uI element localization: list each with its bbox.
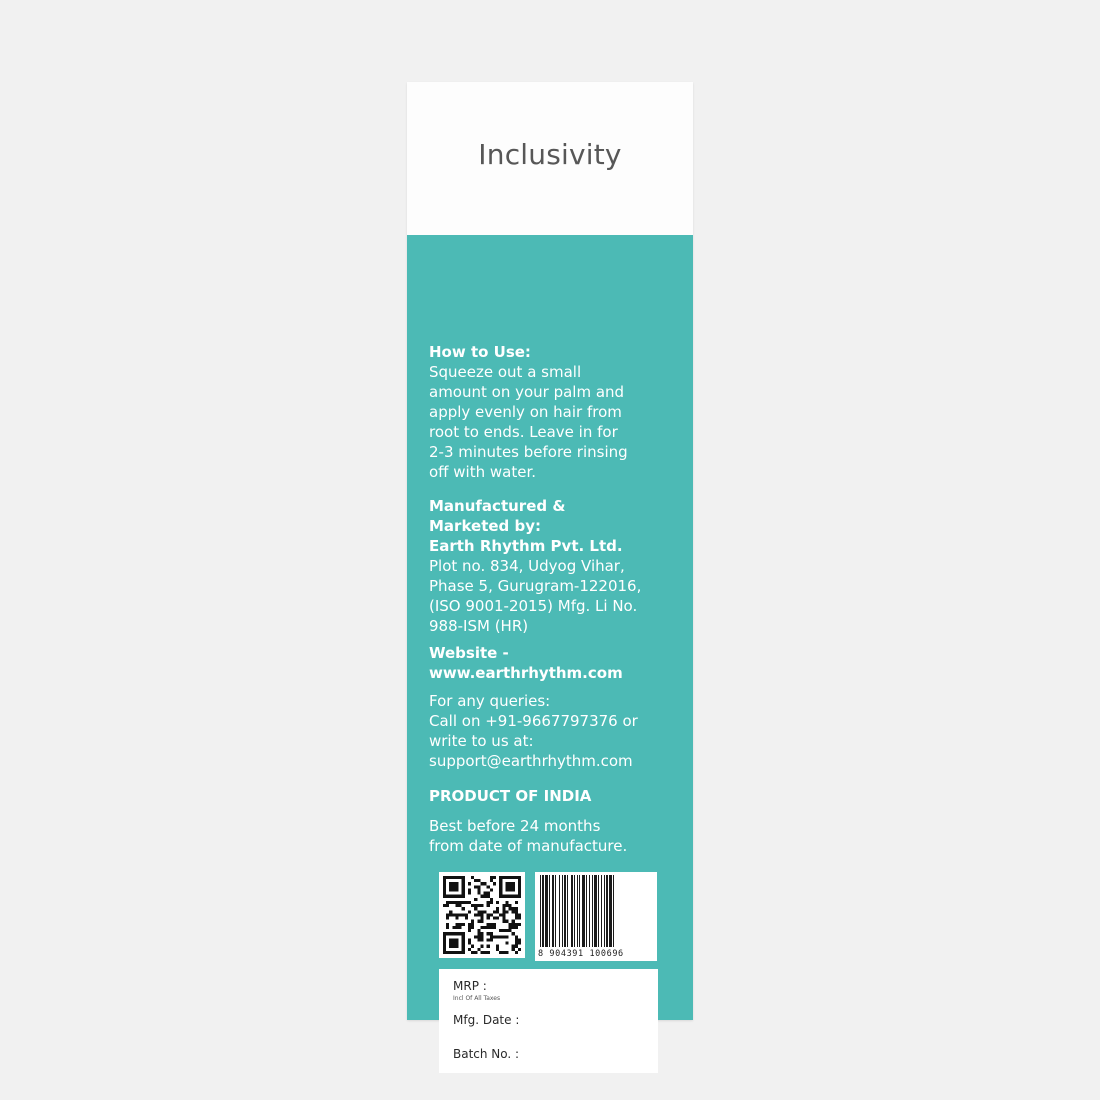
product-title: Inclusivity <box>478 138 622 171</box>
mfg-date-label: Mfg. Date : <box>453 1013 520 1027</box>
manufacturer-heading: Manufactured & <box>429 497 566 515</box>
how-to-use-line: amount on your palm and <box>429 383 625 401</box>
queries-line: write to us at: <box>429 732 534 750</box>
website-label: Website - <box>429 644 509 662</box>
mrp-note: Incl Of All Taxes <box>453 995 501 1002</box>
box-top-panel <box>407 82 693 235</box>
how-to-use-line: 2-3 minutes before rinsing <box>429 443 628 461</box>
how-to-use-line: off with water. <box>429 463 536 481</box>
how-to-use-heading: How to Use: <box>429 343 531 361</box>
info-panel <box>407 235 693 1061</box>
manufacturer-address-line: Phase 5, Gurugram-122016, <box>429 577 642 595</box>
qr-code-icon <box>439 872 525 958</box>
price-label-box <box>439 969 658 1073</box>
manufacturer-heading: Marketed by: <box>429 517 542 535</box>
best-before-line: from date of manufacture. <box>429 837 628 855</box>
queries-email: support@earthrhythm.com <box>429 752 633 770</box>
manufacturer-address-line: 988-ISM (HR) <box>429 617 529 635</box>
mrp-label: MRP : <box>453 979 487 993</box>
manufacturer-address-line: Plot no. 834, Udyog Vihar, <box>429 557 625 575</box>
product-box <box>407 82 693 1061</box>
manufacturer-address-line: (ISO 9001-2015) Mfg. Li No. <box>429 597 638 615</box>
barcode-icon <box>535 872 657 961</box>
barcode-digits: 8 904391 100696 <box>538 949 624 959</box>
how-to-use-line: root to ends. Leave in for <box>429 423 618 441</box>
batch-number-label: Batch No. : <box>453 1047 520 1061</box>
best-before-line: Best before 24 months <box>429 817 601 835</box>
origin-label: PRODUCT OF INDIA <box>429 787 592 805</box>
manufacturer-name: Earth Rhythm Pvt. Ltd. <box>429 537 623 555</box>
queries-line: Call on +91-9667797376 or <box>429 712 638 730</box>
website-url: www.earthrhythm.com <box>429 664 623 682</box>
how-to-use-line: apply evenly on hair from <box>429 403 622 421</box>
how-to-use-line: Squeeze out a small <box>429 363 582 381</box>
queries-line: For any queries: <box>429 692 551 710</box>
